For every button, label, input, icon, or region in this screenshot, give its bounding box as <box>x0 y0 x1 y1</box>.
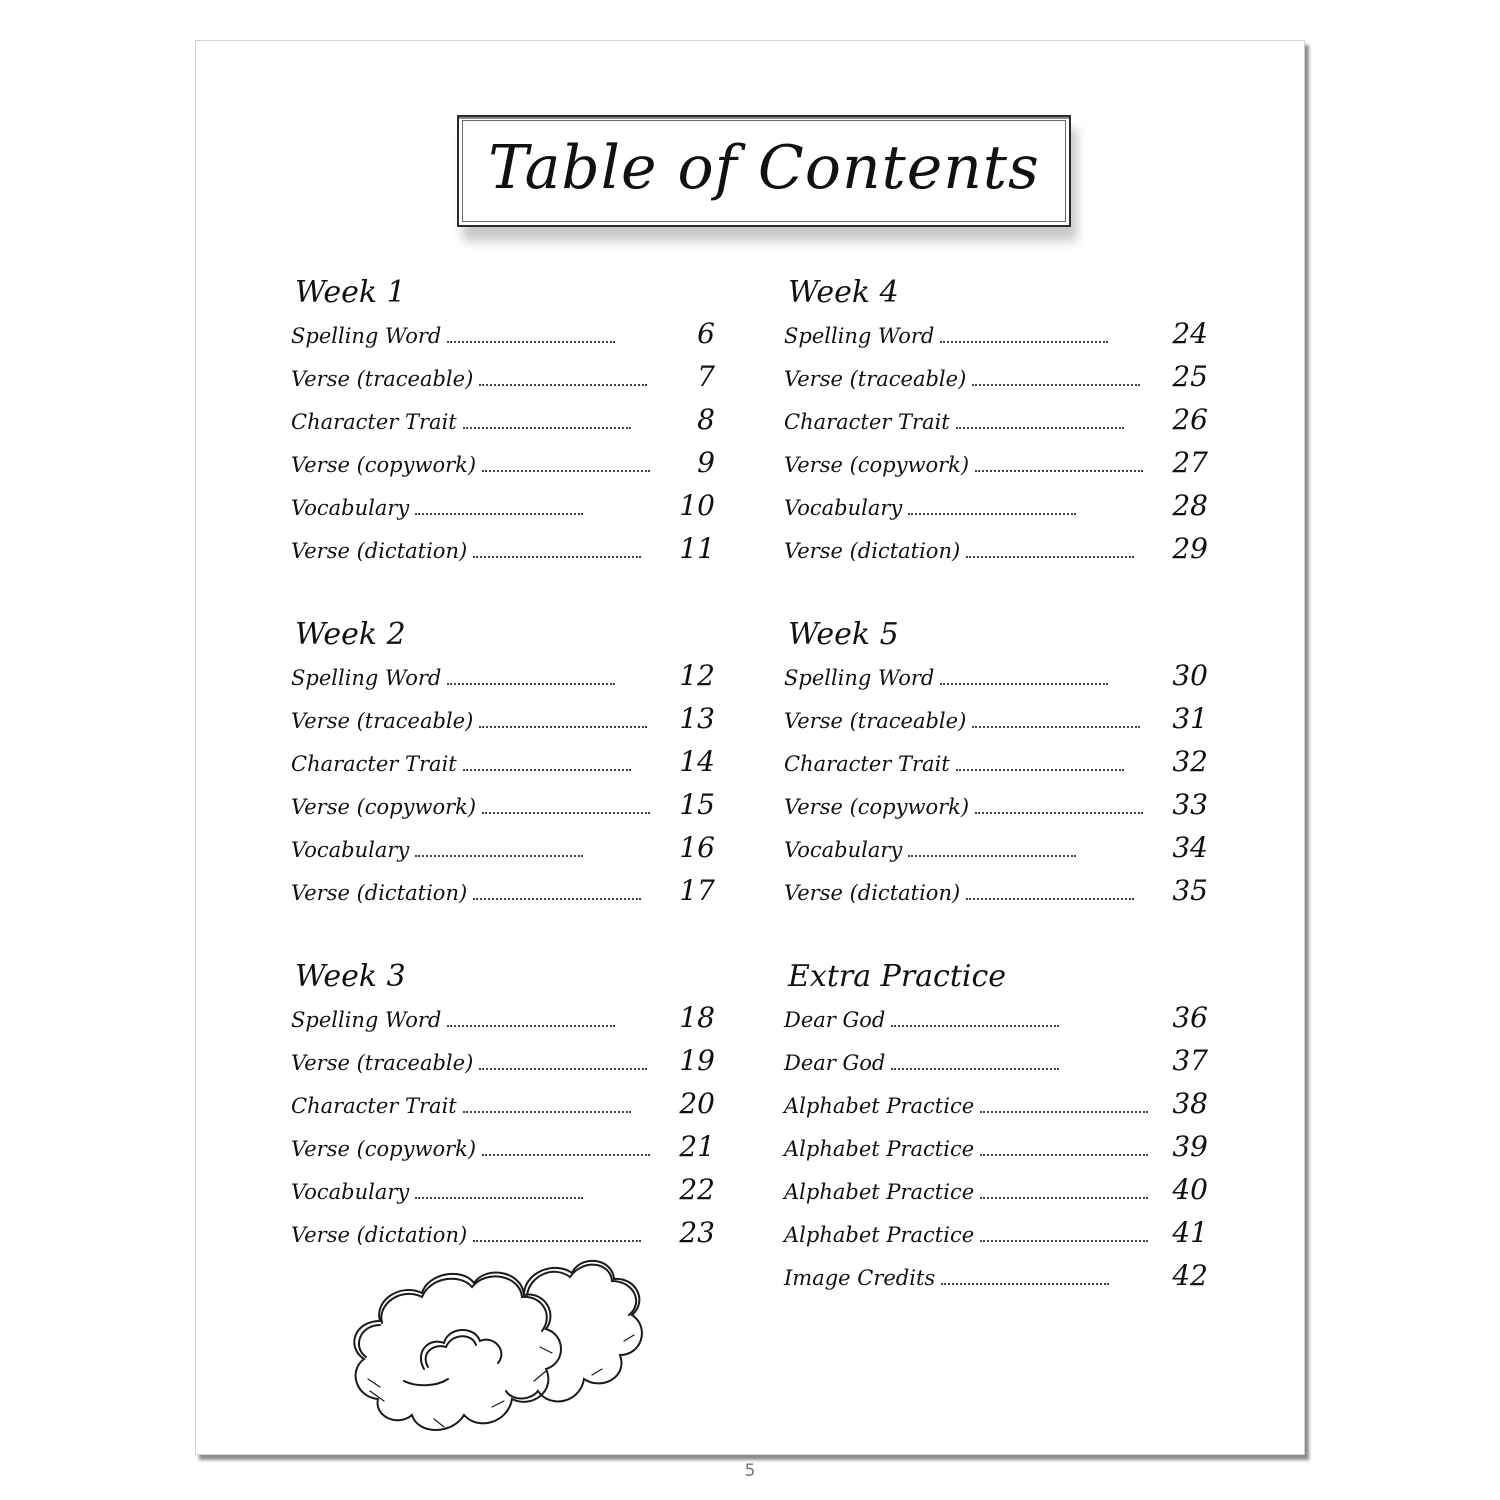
section-title: Week 1 <box>295 275 406 310</box>
dot-leader <box>975 470 1143 472</box>
toc-entry[interactable] <box>784 489 1224 532</box>
dot-leader <box>941 1283 1109 1285</box>
dot-leader <box>479 726 647 728</box>
toc-entry[interactable] <box>291 532 731 575</box>
section-title: Week 5 <box>788 617 899 652</box>
dot-leader <box>482 812 650 814</box>
entry-label: Spelling Word <box>784 324 935 348</box>
toc-entry[interactable] <box>784 360 1224 403</box>
entry-label: Verse (traceable) <box>291 1051 474 1075</box>
entry-page-number: 27 <box>1172 446 1208 479</box>
toc-entry[interactable] <box>291 1044 731 1087</box>
entry-label: Character Trait <box>291 410 457 434</box>
section-title: Week 3 <box>295 959 406 994</box>
entry-page-number: 18 <box>679 1001 715 1034</box>
toc-entry[interactable] <box>291 1130 731 1173</box>
entry-page-number: 22 <box>679 1173 715 1206</box>
toc-section-extra-practice <box>784 957 1224 1302</box>
entry-label: Vocabulary <box>784 838 903 862</box>
toc-entry[interactable] <box>291 1087 731 1130</box>
toc-entry[interactable] <box>291 702 731 745</box>
toc-entry[interactable] <box>784 532 1224 575</box>
entry-page-number: 23 <box>679 1216 715 1249</box>
dot-leader <box>940 341 1108 343</box>
dot-leader <box>415 1197 583 1199</box>
dot-leader <box>463 427 631 429</box>
entry-page-number: 40 <box>1172 1173 1208 1206</box>
toc-entry[interactable] <box>784 1216 1224 1259</box>
dot-leader <box>908 855 1076 857</box>
entry-page-number: 13 <box>679 702 715 735</box>
dot-leader <box>482 470 650 472</box>
toc-left-column <box>291 273 731 1299</box>
entry-page-number: 33 <box>1172 788 1208 821</box>
dot-leader <box>956 769 1124 771</box>
entry-page-number: 39 <box>1172 1130 1208 1163</box>
toc-right-column <box>784 273 1224 1342</box>
entry-page-number: 28 <box>1172 489 1208 522</box>
entry-label: Verse (traceable) <box>291 709 474 733</box>
entry-label: Dear God <box>784 1008 886 1032</box>
section-title: Week 2 <box>295 617 406 652</box>
dot-leader <box>966 898 1134 900</box>
toc-section-week-3 <box>291 957 731 1259</box>
entry-label: Vocabulary <box>291 838 410 862</box>
toc-entry[interactable] <box>784 788 1224 831</box>
entry-label: Alphabet Practice <box>784 1180 975 1204</box>
toc-entry[interactable] <box>291 360 731 403</box>
toc-entry[interactable] <box>291 489 731 532</box>
toc-entry[interactable] <box>291 403 731 446</box>
section-title: Extra Practice <box>788 959 1007 994</box>
dot-leader <box>980 1154 1148 1156</box>
entry-label: Verse (traceable) <box>291 367 474 391</box>
entry-page-number: 24 <box>1172 317 1208 350</box>
dot-leader <box>980 1111 1148 1113</box>
front-cloud-outline <box>354 1273 561 1430</box>
dot-leader <box>479 1068 647 1070</box>
entry-page-number: 36 <box>1172 1001 1208 1034</box>
entry-page-number: 6 <box>697 317 715 350</box>
toc-entry[interactable] <box>784 446 1224 489</box>
toc-entry[interactable] <box>784 1044 1224 1087</box>
entry-page-number: 42 <box>1172 1259 1208 1292</box>
entry-label: Spelling Word <box>291 1008 442 1032</box>
entry-label: Character Trait <box>291 752 457 776</box>
entry-page-number: 12 <box>679 659 715 692</box>
dot-leader <box>479 384 647 386</box>
toc-entry[interactable] <box>784 1173 1224 1216</box>
toc-entry[interactable] <box>784 1001 1224 1044</box>
toc-entry[interactable] <box>291 659 731 702</box>
dot-leader <box>473 556 641 558</box>
toc-entry[interactable] <box>784 874 1224 917</box>
dot-leader <box>447 1025 615 1027</box>
toc-section-week-2 <box>291 615 731 917</box>
entry-label: Verse (copywork) <box>291 795 477 819</box>
page-number: 5 <box>744 1461 756 1481</box>
dot-leader <box>980 1240 1148 1242</box>
entry-label: Alphabet Practice <box>784 1137 975 1161</box>
entry-page-number: 25 <box>1172 360 1208 393</box>
entry-label: Verse (copywork) <box>784 453 970 477</box>
entry-label: Dear God <box>784 1051 886 1075</box>
dot-leader <box>463 1111 631 1113</box>
dot-leader <box>980 1197 1148 1199</box>
dot-leader <box>908 513 1076 515</box>
entry-label: Character Trait <box>784 410 950 434</box>
entry-page-number: 14 <box>679 745 715 778</box>
page-title: Table of Contents <box>488 133 1040 203</box>
toc-entry[interactable] <box>784 1259 1224 1302</box>
toc-entry[interactable] <box>291 788 731 831</box>
dot-leader <box>473 898 641 900</box>
toc-entry[interactable] <box>784 1087 1224 1130</box>
toc-entry[interactable] <box>291 831 731 874</box>
toc-entry[interactable] <box>291 874 731 917</box>
entry-label: Verse (dictation) <box>784 539 961 563</box>
toc-entry[interactable] <box>291 317 731 360</box>
entry-label: Vocabulary <box>291 1180 410 1204</box>
entry-label: Verse (dictation) <box>291 539 468 563</box>
section-title: Week 4 <box>788 275 899 310</box>
entry-page-number: 9 <box>697 446 715 479</box>
dot-leader <box>972 726 1140 728</box>
toc-entry[interactable] <box>784 745 1224 788</box>
entry-page-number: 7 <box>697 360 715 393</box>
entry-label: Verse (dictation) <box>291 881 468 905</box>
toc-section-week-1 <box>291 273 731 575</box>
dot-leader <box>966 556 1134 558</box>
dot-leader <box>940 683 1108 685</box>
toc-entry[interactable] <box>291 745 731 788</box>
entry-label: Alphabet Practice <box>784 1223 975 1247</box>
toc-entry[interactable] <box>784 403 1224 446</box>
entry-label: Image Credits <box>784 1266 936 1290</box>
toc-section-week-4 <box>784 273 1224 575</box>
entry-page-number: 11 <box>679 532 715 565</box>
entry-page-number: 37 <box>1172 1044 1208 1077</box>
entry-label: Spelling Word <box>291 324 442 348</box>
toc-entry[interactable] <box>784 659 1224 702</box>
entry-page-number: 31 <box>1172 702 1208 735</box>
entry-page-number: 41 <box>1172 1216 1208 1249</box>
entry-label: Alphabet Practice <box>784 1094 975 1118</box>
toc-entry[interactable] <box>291 446 731 489</box>
entry-label: Character Trait <box>291 1094 457 1118</box>
toc-entry[interactable] <box>784 1130 1224 1173</box>
dot-leader <box>975 812 1143 814</box>
entry-page-number: 35 <box>1172 874 1208 907</box>
entry-label: Verse (copywork) <box>291 1137 477 1161</box>
entry-page-number: 20 <box>679 1087 715 1120</box>
entry-label: Vocabulary <box>291 496 410 520</box>
entry-label: Spelling Word <box>784 666 935 690</box>
entry-label: Verse (copywork) <box>784 795 970 819</box>
dot-leader <box>463 769 631 771</box>
entry-label: Verse (traceable) <box>784 367 967 391</box>
entry-page-number: 32 <box>1172 745 1208 778</box>
entry-label: Verse (traceable) <box>784 709 967 733</box>
toc-entry[interactable] <box>784 317 1224 360</box>
entry-label: Spelling Word <box>291 666 442 690</box>
entry-page-number: 30 <box>1172 659 1208 692</box>
entry-page-number: 38 <box>1172 1087 1208 1120</box>
toc-entry[interactable] <box>291 1001 731 1044</box>
toc-section-week-5 <box>784 615 1224 917</box>
entry-page-number: 17 <box>679 874 715 907</box>
dot-leader <box>447 341 615 343</box>
entry-label: Verse (dictation) <box>784 881 961 905</box>
entry-label: Character Trait <box>784 752 950 776</box>
dot-leader <box>415 513 583 515</box>
dot-leader <box>956 427 1124 429</box>
dot-leader <box>972 384 1140 386</box>
dot-leader <box>482 1154 650 1156</box>
dot-leader <box>891 1025 1059 1027</box>
toc-entry[interactable] <box>784 702 1224 745</box>
dot-leader <box>415 855 583 857</box>
entry-page-number: 34 <box>1172 831 1208 864</box>
dot-leader <box>891 1068 1059 1070</box>
entry-page-number: 29 <box>1172 532 1208 565</box>
cloud-illustration <box>344 1251 654 1441</box>
title-frame <box>457 115 1071 227</box>
entry-page-number: 15 <box>679 788 715 821</box>
entry-page-number: 19 <box>679 1044 715 1077</box>
toc-entry[interactable] <box>784 831 1224 874</box>
entry-label: Verse (copywork) <box>291 453 477 477</box>
entry-page-number: 21 <box>679 1130 715 1163</box>
entry-page-number: 10 <box>679 489 715 522</box>
entry-label: Vocabulary <box>784 496 903 520</box>
entry-label: Verse (dictation) <box>291 1223 468 1247</box>
dot-leader <box>473 1240 641 1242</box>
entry-page-number: 16 <box>679 831 715 864</box>
document-page <box>195 40 1305 1481</box>
entry-page-number: 8 <box>697 403 715 436</box>
toc-entry[interactable] <box>291 1173 731 1216</box>
dot-leader <box>447 683 615 685</box>
entry-page-number: 26 <box>1172 403 1208 436</box>
